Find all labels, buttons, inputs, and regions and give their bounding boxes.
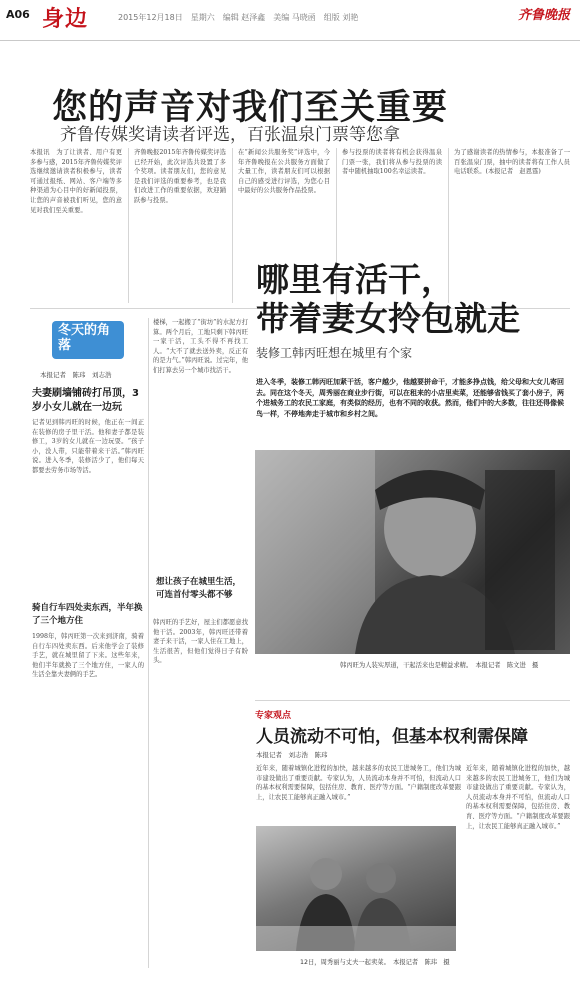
top-body-col1: 本报讯 为了让读者、用户有更多参与感，2015年齐鲁传媒奖评选继续邀请读者积极参与，读者可通过报纸、网站、客户端等多种渠道为心目中的好新闻投票，让您的声音被我们听见，您的意见对我们至关重要。: [30, 149, 122, 214]
opinion-headline: 人员流动不可怕，但基本权利需保障: [256, 727, 528, 747]
vendor-photo: [256, 826, 456, 951]
divider: [232, 148, 233, 303]
side-body: 记者见到韩丙旺的时候，他正在一间正在装修的房子里干活。他和妻子都是装修工，3岁的女儿就在一边玩耍。“孩子小，没人带，只能带着来干活。”韩丙旺说。进入冬季，装修活少了，他们每天都要去劳务市场等活。: [32, 419, 144, 474]
feature-headline-line2: 带着妻女拎包就走: [256, 299, 520, 338]
section-rule: [255, 700, 570, 701]
top-body-col5: 为了感谢读者的热情参与，本报准备了一百张温泉门票，抽中的读者将有工作人员电话联系。(本报记者 赵恩霆): [454, 149, 570, 176]
opinion-body-side: 近年来，随着城镇化进程的加快，越来越多的农民工进城务工，他们为城市建设做出了重要贡献。专家认为，人员流动本身并不可怕，但流动人口的基本权利需要保障，包括住房、教育、医疗等方面。“户籍制度改革要跟上，让农民工能够真正融入城市。”: [466, 765, 570, 830]
section-title: 身边: [42, 7, 89, 32]
worker-photo-art: [255, 450, 570, 654]
opinion-byline: 本报记者 刘志浩 陈玮: [256, 751, 328, 759]
top-headline: 您的声音对我们至关重要: [52, 88, 449, 128]
top-body-col4: 参与投票的读者将有机会获得温泉门票一张，我们将从参与投票的读者中随机抽取100名幸运读者。: [342, 149, 442, 176]
column-tag: 冬天的角落: [52, 321, 124, 359]
divider: [128, 148, 129, 303]
worker-photo-caption: 韩丙旺为人装实厚道，干起活来也是精益求精。 本报记者 陈文进 摄: [340, 662, 539, 669]
side-body-2: 1998年，韩丙旺第一次来到济南，骑着自行车四处卖东西。后来他学会了装修手艺，就在城里留了下来。这些年来，他们半年就换了三个地方住，一家人的生活全靠夫妻俩的手艺。: [32, 633, 144, 679]
feature-subhead: 装修工韩丙旺想在城里有个家: [256, 346, 413, 360]
opinion-tag: 专家观点: [255, 711, 292, 721]
feature-body-col1: 楼梯，一起搬了“街坊”的水泥方打算。两个月后，工地只剩下韩丙旺一家干活，工头不得不再找工人。“大不了就去送外卖，反正有的是力气。”韩丙旺说。过完年，他们打算去另一个城市找活干。: [153, 319, 248, 374]
feature-mini-head: 想让孩子在城里生活，可连首付零头都不够: [156, 576, 248, 602]
page-number: A06: [6, 8, 30, 21]
top-subhead: 齐鲁传媒奖请读者评选，百张温泉门票等您拿: [60, 125, 400, 145]
top-body-col2: 齐鲁晚报2015年齐鲁传媒奖评选已经开始，此次评选共设置了多个奖项。读者朋友们，您的意见是我们评选的重要参考，也是我们改进工作的重要依据，欢迎踊跃参与投票。: [134, 149, 226, 204]
feature-headline: [256, 260, 520, 338]
feature-body-col2: 韩丙旺的手艺好，屋主们都愿意找他干活。2003年，韩丙旺还带着妻子来干活，一家人住在工地上，生活很苦，但他们觉得日子有盼头。: [153, 619, 248, 665]
date-line: 2015年12月18日 星期六 编辑 赵泽鑫 美编 马晓函 组版 刘艳: [118, 13, 359, 22]
worker-photo: [255, 450, 570, 654]
side-headline: 夫妻刷墙铺砖打吊顶，3岁小女儿就在一边玩: [32, 388, 139, 413]
divider: [148, 318, 149, 968]
paper-logo: 齐鲁晚报: [517, 8, 570, 23]
opinion-body: 近年来，随着城镇化进程的加快，越来越多的农民工进城务工，他们为城市建设做出了重要贡献。专家认为，人员流动本身并不可怕，但流动人口的基本权利需要保障，包括住房、教育、医疗等方面。“户籍制度改革要跟上，让农民工能够真正融入城市。”: [256, 765, 461, 801]
top-body-col3: 在“新闻公共服务奖”评选中，今年齐鲁晚报在公共服务方面做了大量工作，读者朋友们可以根据自己的感受进行评选，为您心目中最好的公共服务作品投票。: [238, 149, 330, 195]
vendor-photo-art: [256, 826, 456, 951]
feature-lead: 进入冬季，装修工韩丙旺加紧干活，客户越少，他越要拼命干，才能多挣点钱，给父母和大女儿寄回去。同在这个冬天，周秀丽在商业步行街，可以在租来的小店里卖菜，还能够省钱买了套小房子，两个进城务工的农民工家庭，有类似的经历，也有不同的收获。然而，他们中的大多数，往往还得像候鸟一样，不停地奔走于城市和乡村之间。: [256, 378, 564, 418]
side-subhead: 骑自行车四处卖东西，半年换了三个地方住: [32, 603, 143, 626]
side-byline: 本报记者 陈玮 刘志浩: [40, 371, 112, 379]
masthead: [0, 0, 580, 41]
vendor-photo-caption: 12日，周秀丽与丈夫一起卖菜。 本报记者 陈玮 摄: [300, 959, 450, 966]
feature-headline-line1: 哪里有活干，: [256, 260, 454, 299]
